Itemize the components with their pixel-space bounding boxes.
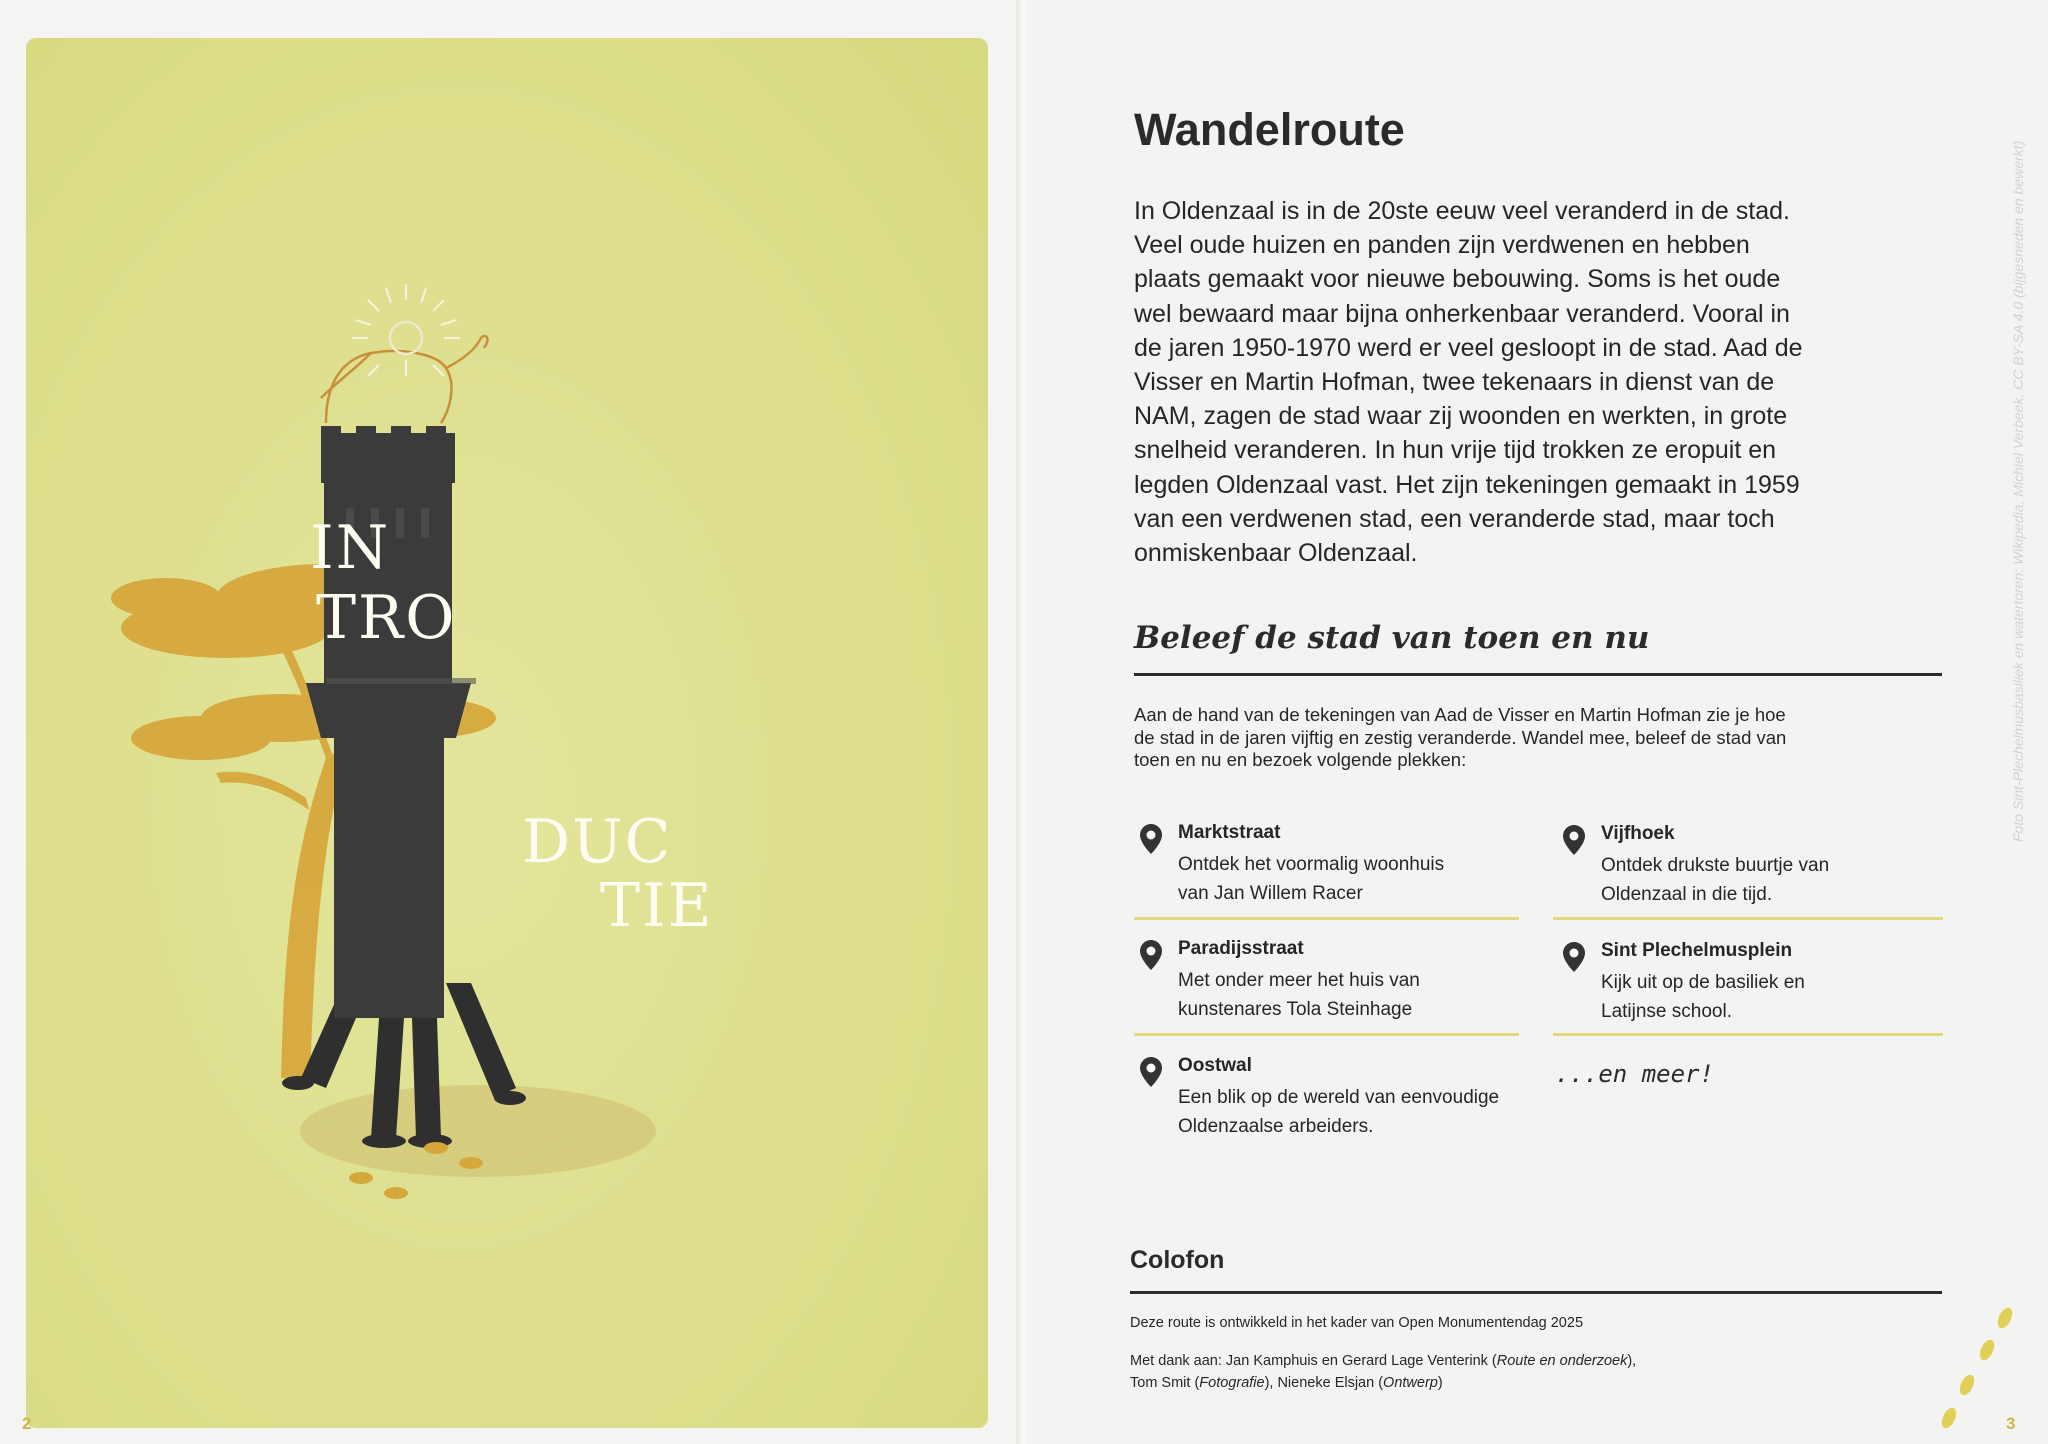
location-desc-line: Latijnse school. bbox=[1601, 1001, 1732, 1022]
intro-paragraph bbox=[1134, 194, 1904, 570]
sun-rays bbox=[352, 284, 460, 376]
map-pin-icon bbox=[1563, 825, 1585, 855]
location-desc-line: Oldenzaalse arbeiders. bbox=[1178, 1116, 1374, 1137]
location-name: Sint Plechelmusplein bbox=[1601, 940, 1793, 961]
colofon-thanks bbox=[1130, 1350, 1930, 1394]
colofon-line: Deze route is ontwikkeld in het kader van Open Monumentendag 2025 bbox=[1130, 1315, 1584, 1331]
location-rule bbox=[1134, 1033, 1519, 1036]
map-pin-icon bbox=[1140, 1057, 1162, 1087]
location-desc bbox=[1178, 850, 1528, 908]
colofon-rule bbox=[1130, 1291, 1942, 1294]
thanks-text: ), bbox=[1627, 1353, 1637, 1369]
section-subtitle: Beleef de stad van toen en nu bbox=[1134, 620, 1650, 656]
location-name: Paradijsstraat bbox=[1178, 938, 1304, 959]
thanks-text: Met dank aan: Jan Kamphuis en Gerard Lage Venterink ( bbox=[1130, 1353, 1497, 1369]
tower-illustration bbox=[26, 38, 988, 1428]
location-desc bbox=[1601, 968, 1951, 1026]
location-name: Vijfhoek bbox=[1601, 823, 1675, 844]
intro-line: van een verdwenen stad, een veranderde stad, maar toch bbox=[1134, 504, 1775, 533]
location-rule bbox=[1553, 917, 1943, 920]
title-word-4: TIE bbox=[600, 871, 714, 941]
page-number-left: 2 bbox=[22, 1414, 32, 1433]
thanks-role: Ontwerp bbox=[1383, 1375, 1438, 1391]
thanks-role: Fotografie bbox=[1199, 1375, 1265, 1391]
title-word-3: DUC bbox=[522, 807, 673, 877]
intro-line: NAM, zagen de stad waar zij woonden en werkten, in grote bbox=[1134, 402, 1788, 431]
location-desc-line: Ontdek het voormalig woonhuis bbox=[1178, 854, 1445, 875]
thanks-text: ), Nieneke Elsjan ( bbox=[1264, 1375, 1384, 1391]
location-name: Oostwal bbox=[1178, 1055, 1252, 1076]
photo-credit: Foto Sint-Plechelmusbasiliek en watertoren: Wikipedia, Michiel Verbeek, CC BY-SA 4.0 (bijgesneden en bewerkt) bbox=[2010, 140, 2026, 842]
colofon-title: Colofon bbox=[1130, 1246, 1225, 1274]
intro-line: Visser en Martin Hofman, twee tekenaars in dienst van de bbox=[1134, 368, 1775, 397]
lead-line: Aan de hand van de tekeningen van Aad de Visser en Martin Hofman zie je hoe bbox=[1134, 704, 1786, 725]
title-word-1: IN bbox=[310, 513, 391, 583]
location-desc-line: Oldenzaal in die tijd. bbox=[1601, 884, 1773, 905]
intro-line: In Oldenzaal is in de 20ste eeuw veel veranderd in de stad. bbox=[1134, 197, 1790, 225]
location-desc-line: Een blik op de wereld van eenvoudige bbox=[1178, 1087, 1500, 1108]
intro-line: legden Oldenzaal vast. Het zijn tekeningen gemaakt in 1959 bbox=[1134, 470, 1800, 499]
page-gutter bbox=[1016, 0, 1026, 1444]
map-pin-icon bbox=[1140, 940, 1162, 970]
intro-line: plaats gemaakt voor nieuwe bebouwing. Soms is het oude bbox=[1134, 265, 1781, 294]
intro-line: Veel oude huizen en panden zijn verdwenen en hebben bbox=[1134, 231, 1750, 260]
map-pin-icon bbox=[1563, 942, 1585, 972]
location-desc-line: Ontdek drukste buurtje van bbox=[1601, 855, 1830, 876]
location-desc-line: kunstenares Tola Steinhage bbox=[1178, 999, 1413, 1020]
intro-line: onmiskenbaar Oldenzaal. bbox=[1134, 539, 1418, 568]
lead-line: toen en nu en bezoek volgende plekken: bbox=[1134, 749, 1467, 770]
location-rule bbox=[1553, 1033, 1943, 1036]
thanks-text: ) bbox=[1437, 1375, 1443, 1391]
location-desc bbox=[1178, 966, 1528, 1024]
thanks-text: Tom Smit ( bbox=[1130, 1375, 1200, 1391]
more-handwritten: ...en meer! bbox=[1555, 1060, 1714, 1088]
intro-line: snelheid veranderen. In hun vrije tijd trokken ze eropuit en bbox=[1134, 436, 1777, 465]
left-page bbox=[0, 0, 1020, 1444]
page-title: Wandelroute bbox=[1134, 104, 1405, 155]
location-rule bbox=[1134, 917, 1519, 920]
location-desc-line: Met onder meer het huis van bbox=[1178, 970, 1420, 991]
thanks-role: Route en onderzoek bbox=[1496, 1353, 1628, 1369]
location-name: Marktstraat bbox=[1178, 822, 1281, 843]
lead-paragraph bbox=[1134, 704, 1894, 772]
lead-line: de stad in de jaren vijftig en zestig veranderde. Wandel mee, beleef de stad van bbox=[1134, 726, 1787, 748]
title-word-2: TRO bbox=[316, 583, 457, 653]
location-desc bbox=[1601, 851, 1951, 909]
location-desc-line: Kijk uit op de basiliek en bbox=[1601, 972, 1805, 993]
intro-line: wel bewaard maar bijna onherkenbaar veranderd. Vooral in bbox=[1134, 299, 1790, 328]
subtitle-rule bbox=[1134, 673, 1942, 676]
intro-line: de jaren 1950-1970 werd er veel gesloopt in de stad. Aad de bbox=[1134, 333, 1803, 362]
location-desc bbox=[1178, 1083, 1528, 1141]
sun-figure bbox=[321, 322, 487, 423]
page-number-right: 3 bbox=[2006, 1414, 2016, 1433]
location-desc-line: van Jan Willem Racer bbox=[1178, 883, 1363, 904]
footprints-icon bbox=[1935, 1300, 2025, 1430]
map-pin-icon bbox=[1140, 824, 1162, 854]
